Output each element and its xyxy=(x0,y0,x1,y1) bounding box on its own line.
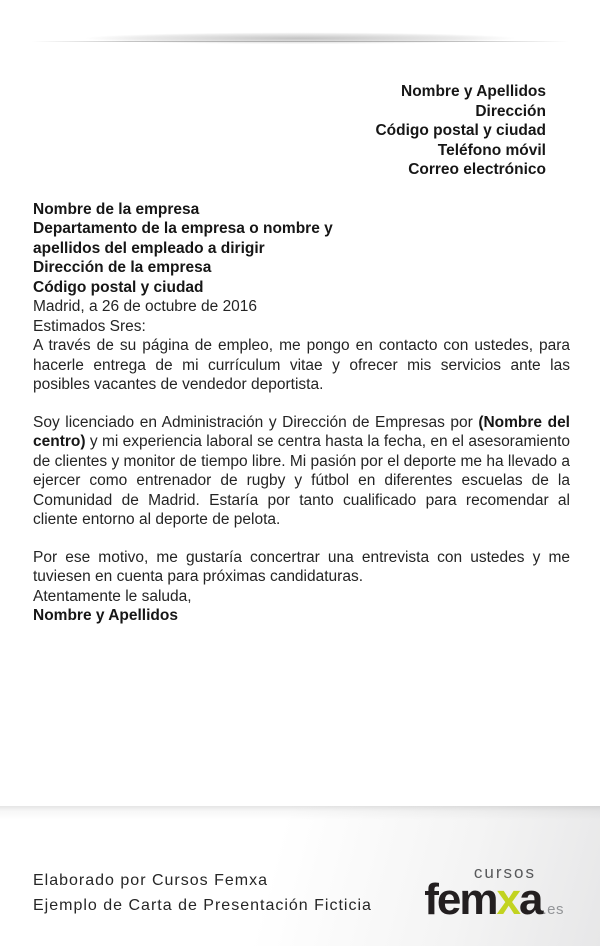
signature-name: Nombre y Apellidos xyxy=(33,607,178,624)
femxa-logo-accent-x: x xyxy=(496,875,519,924)
sender-line-phone: Teléfono móvil xyxy=(437,141,546,159)
femxa-logo-cursos-text: cursos xyxy=(473,863,536,882)
recipient-line-address: Dirección de la empresa xyxy=(33,259,212,276)
letter-date: Madrid, a 26 de octubre de 2016 xyxy=(33,298,258,315)
recipient-block xyxy=(33,200,570,298)
closing-line: Atentamente le saluda, xyxy=(33,587,192,605)
femxa-logo-part-fem: fem xyxy=(424,875,497,924)
femxa-logo-wordmark xyxy=(424,875,564,928)
femxa-logo xyxy=(424,864,564,928)
sender-line-email: Correo electrónico xyxy=(408,161,546,178)
paragraph-experience-text-before: Soy licenciado en Administración y Dirección de Empresas por xyxy=(33,413,479,431)
paragraph-experience-bold-center-name: (Nombre del centro) xyxy=(33,413,570,450)
letter-body xyxy=(0,82,600,626)
recipient-line-company: Nombre de la empresa xyxy=(33,200,200,218)
footer-credit-author: Elaborado por Cursos Femxa xyxy=(33,872,268,889)
footer xyxy=(0,806,600,946)
femxa-logo-part-a: a xyxy=(519,875,542,924)
paragraph-experience xyxy=(33,413,570,530)
recipient-line-department-2: apellidos del empleado a dirigir xyxy=(33,239,265,257)
recipient-line-department-1: Departamento de la empresa o nombre y xyxy=(33,220,333,237)
paragraph-request: Por ese motivo, me gustaría concertrar una entrevista con ustedes y me tuviesen en cuenta para próximas candidaturas. xyxy=(33,548,570,585)
recipient-line-postal: Código postal y ciudad xyxy=(33,278,204,296)
sender-block xyxy=(33,82,546,180)
footer-credits xyxy=(33,869,372,918)
femxa-logo-tld-es: .es xyxy=(542,901,564,918)
paragraph-experience-text-after: y mi experiencia laboral se centra hasta la fecha, en el asesoramiento de clientes y monitor de tiempo libre. Mi pasión por el deporte me ha llevado a ejercer como entrenador de rugby y fútbol en diferentes escuelas de la Comunidad de Madrid. Estaría por tanto cualificado para recomendar al cliente entorno al deporte de pelota. xyxy=(33,433,570,528)
footer-credit-description: Ejemplo de Carta de Presentación Ficticia xyxy=(33,896,372,914)
sender-line-name: Nombre y Apellidos xyxy=(401,83,546,100)
paragraph-intro: A través de su página de empleo, me pongo en contacto con ustedes, para hacerle entrega de mi currículum vitae y ofrecer mis servicios ante las posibles vacantes de vendedor deportista. xyxy=(33,337,570,393)
salutation: Estimados Sres: xyxy=(33,317,146,335)
page-top-shadow xyxy=(8,30,592,46)
sender-line-address: Dirección xyxy=(475,102,546,120)
sender-line-postal: Código postal y ciudad xyxy=(375,122,546,139)
